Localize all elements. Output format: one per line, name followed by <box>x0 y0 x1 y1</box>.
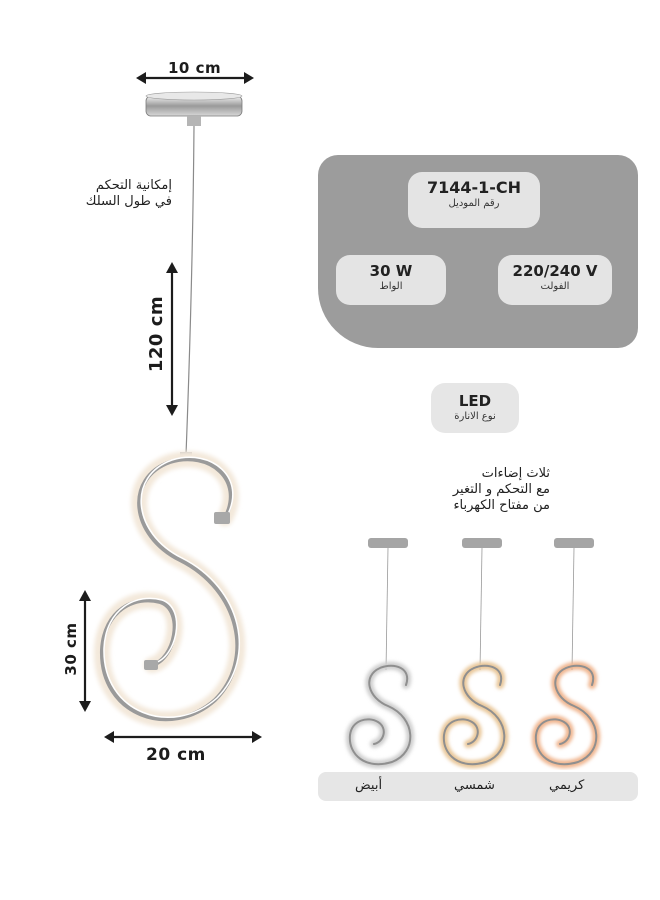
variant-frame <box>536 666 596 764</box>
variant-lamp-creamy <box>536 538 596 764</box>
variant-lamp-white <box>350 538 410 764</box>
lamp-dimension-drawing <box>0 0 310 900</box>
variant-cable <box>480 548 482 670</box>
variant-cable <box>386 548 388 670</box>
variant-canopy <box>554 538 594 548</box>
shade-width-label: 20 cm <box>146 745 206 765</box>
s-shaped-lamp <box>102 457 239 719</box>
suspension-cable <box>186 126 194 455</box>
variant-canopy <box>462 538 502 548</box>
light-type-chip: LED نوع الانارة <box>431 383 519 433</box>
model-chip: 7144-1-CH رقم الموديل <box>408 172 540 228</box>
three-lights-note: ثلاث إضاءات مع التحكم و التغير من مفتاح الكهرباء <box>452 466 550 513</box>
variant-frame <box>350 666 410 764</box>
cable-length-label: 120 cm <box>146 295 167 373</box>
cable-length-arrow <box>166 262 178 416</box>
specs-panel <box>318 155 638 348</box>
canopy-width-label: 10 cm <box>168 59 222 77</box>
variant-canopy <box>368 538 408 548</box>
shade-height-label: 30 cm <box>62 622 80 676</box>
color-variants-illustration <box>318 530 638 770</box>
ceiling-canopy <box>146 92 242 126</box>
cable-adjust-note: إمكانية التحكم في طول السلك <box>85 178 172 209</box>
shade-width-arrow <box>104 731 262 743</box>
variant-label-white: أبيض <box>355 778 383 793</box>
voltage-chip: 220/240 V الفولت <box>498 255 612 305</box>
variant-label-creamy: كريمي <box>549 778 585 793</box>
variant-frame <box>444 666 504 764</box>
variant-cable <box>572 548 574 670</box>
variant-lamp-sunny <box>444 538 504 764</box>
shade-height-arrow <box>79 590 91 712</box>
variant-label-sunny: شمسي <box>454 778 495 793</box>
wattage-chip: 30 W الواط <box>336 255 446 305</box>
